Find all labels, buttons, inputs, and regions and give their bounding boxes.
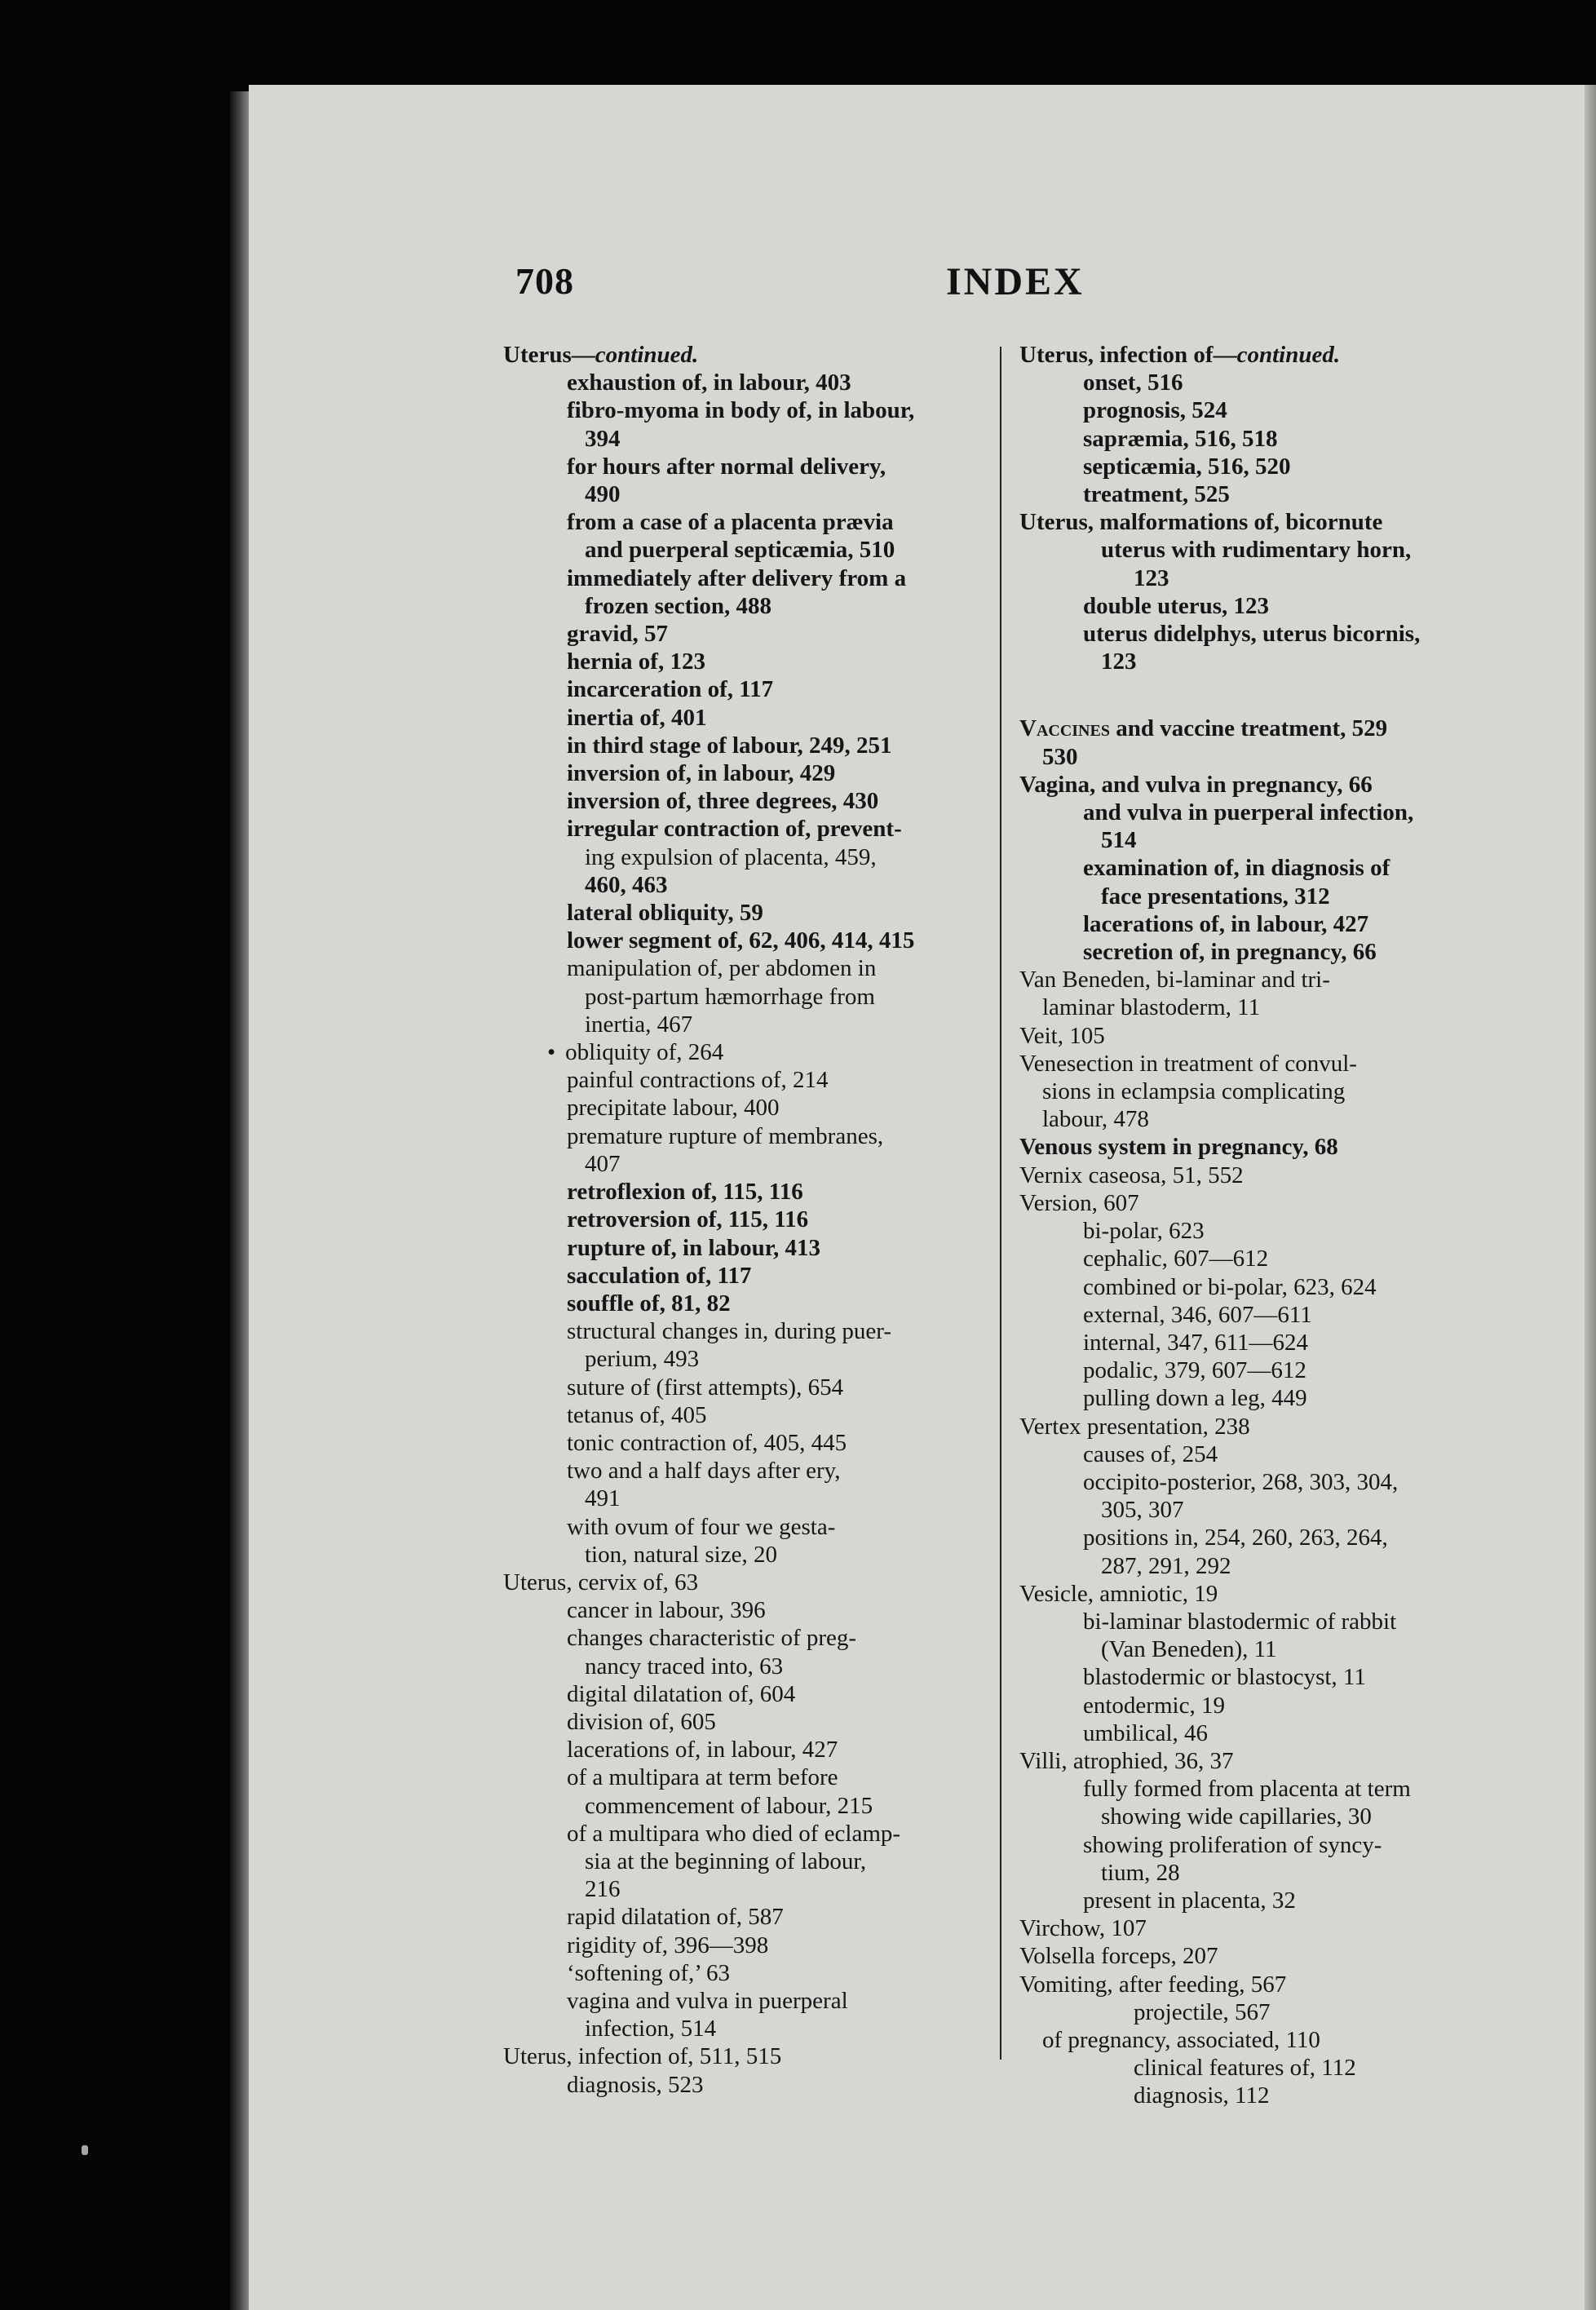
- entry-text: perium, 493: [585, 1346, 700, 1373]
- entry-text: sia at the beginning of labour,: [585, 1848, 867, 1874]
- margin-bullet: •: [547, 1039, 556, 1066]
- entry-text: clinical features of, 112: [1134, 2055, 1356, 2082]
- index-subentry: [503, 1708, 960, 1736]
- entry-text: ‘softening of,’ 63: [567, 1959, 730, 1986]
- index-subentry: [1019, 1273, 1492, 1301]
- index-subentry: [503, 425, 960, 453]
- entry-text: from a case of a placenta prævia: [567, 509, 894, 536]
- index-subentry: [1019, 369, 1492, 396]
- entry-text: cancer in labour, 396: [567, 1597, 766, 1624]
- index-entry: [1019, 771, 1492, 799]
- index-subentry: [1019, 2082, 1492, 2109]
- index-subentry: [1019, 1635, 1492, 1663]
- index-subentry: [1019, 1552, 1492, 1580]
- index-entry: [503, 341, 960, 369]
- index-subentry: [503, 2071, 960, 2099]
- entry-text: immediately after delivery from a: [567, 564, 907, 591]
- index-subentry: [503, 1513, 960, 1541]
- entry-text: internal, 347, 611—624: [1083, 1329, 1308, 1356]
- column-divider: [1000, 347, 1001, 2060]
- index-subentry: [503, 871, 960, 899]
- entry-text: lateral obliquity, 59: [567, 900, 763, 927]
- entry-text: retroversion of, 115, 116: [567, 1206, 809, 1233]
- index-subentry: [1019, 910, 1492, 938]
- index-subentry: [503, 1903, 960, 1931]
- entry-text: precipitate labour, 400: [567, 1095, 780, 1122]
- entry-text: of a multipara at term before: [567, 1764, 838, 1791]
- index-subentry: [1019, 1356, 1492, 1384]
- index-subentry: [503, 1374, 960, 1401]
- index-entry: [1019, 1050, 1492, 1078]
- entry-text: two and a half days after ery,: [567, 1458, 841, 1485]
- index-subentry: [1019, 648, 1492, 675]
- index-subentry: [503, 1429, 960, 1457]
- index-subentry: [503, 1485, 960, 1512]
- index-subentry: [503, 1345, 960, 1373]
- entry-text: with ovum of four we gesta-: [567, 1513, 836, 1540]
- entry-text: Virchow, 107: [1019, 1915, 1147, 1942]
- index-subentry: [1019, 1496, 1492, 1524]
- index-subentry: [1019, 1608, 1492, 1635]
- entry-text: pulling down a leg, 449: [1083, 1385, 1307, 1412]
- entry-text: present in placenta, 32: [1083, 1887, 1296, 1914]
- entry-text: Volsella forceps, 207: [1019, 1943, 1218, 1970]
- index-subentry: [503, 453, 960, 480]
- entry-text: frozen section, 488: [585, 592, 771, 619]
- entry-text: premature rupture of membranes,: [567, 1122, 884, 1149]
- index-entry: [1019, 1189, 1492, 1217]
- index-subentry: [1019, 854, 1492, 882]
- entry-text: Van Beneden, bi-laminar and tri-: [1019, 967, 1330, 993]
- entry-text: gravid, 57: [567, 621, 669, 648]
- entry-text: Uterus, infection of—: [1019, 342, 1237, 368]
- entry-text: Vagina, and vulva in pregnancy, 66: [1019, 771, 1373, 798]
- entry-text: changes characteristic of preg-: [567, 1625, 857, 1652]
- entry-text: tion, natural size, 20: [585, 1541, 777, 1568]
- index-subentry: [503, 675, 960, 703]
- entry-text: hernia of, 123: [567, 648, 705, 675]
- index-subentry: [503, 564, 960, 592]
- entry-text: double uterus, 123: [1083, 592, 1270, 619]
- entry-text: bi-polar, 623: [1083, 1218, 1205, 1245]
- entry-text: blastodermic or blastocyst, 11: [1083, 1664, 1366, 1691]
- entry-text: ing expulsion of placenta, 459,: [585, 843, 877, 870]
- index-subentry: [1019, 1217, 1492, 1245]
- entry-text: division of, 605: [567, 1708, 716, 1735]
- index-entry: [1019, 1162, 1492, 1189]
- entry-text: for hours after normal delivery,: [567, 453, 886, 480]
- index-subentry: [503, 1066, 960, 1094]
- page-title: INDEX: [946, 260, 1085, 303]
- entry-text: secretion of, in pregnancy, 66: [1083, 939, 1377, 966]
- entry-text: bi-laminar blastodermic of rabbit: [1083, 1608, 1397, 1635]
- index-subentry: [503, 1178, 960, 1206]
- entry-text: fully formed from placenta at term: [1083, 1776, 1411, 1803]
- index-subentry: [1019, 1468, 1492, 1496]
- page-edge-shadow: [1585, 85, 1596, 2310]
- index-subentry: [1019, 1831, 1492, 1859]
- entry-text: examination of, in diagnosis of: [1083, 855, 1390, 882]
- index-entry: [1019, 1747, 1492, 1775]
- scan-speck: [82, 2145, 88, 2155]
- entry-text: painful contractions of, 214: [567, 1067, 829, 1094]
- entry-text: suture of (first attempts), 654: [567, 1374, 844, 1401]
- entry-text: septicæmia, 516, 520: [1083, 453, 1291, 480]
- index-subentry: [503, 1122, 960, 1150]
- entry-text: 123: [1134, 564, 1169, 591]
- entry-text: podalic, 379, 607—612: [1083, 1357, 1306, 1384]
- entry-text: treatment, 525: [1083, 481, 1230, 508]
- index-subentry: [503, 843, 960, 871]
- entry-text: nancy traced into, 63: [585, 1653, 784, 1679]
- entry-text: obliquity of, 264: [565, 1039, 724, 1066]
- entry-text: 407: [585, 1150, 621, 1177]
- index-subentry: [1019, 1524, 1492, 1551]
- entry-text: sapræmia, 516, 518: [1083, 425, 1278, 452]
- entry-text: tonic contraction of, 405, 445: [567, 1429, 847, 1456]
- entry-text: 305, 307: [1101, 1497, 1184, 1524]
- entry-text: Venesection in treatment of convul-: [1019, 1050, 1357, 1077]
- index-subentry: [1019, 1692, 1492, 1719]
- entry-text: onset, 516: [1083, 370, 1183, 396]
- entry-text: umbilical, 46: [1083, 1719, 1209, 1746]
- index-subentry: [503, 704, 960, 732]
- entry-text: cephalic, 607—612: [1083, 1246, 1269, 1272]
- entry-text: Uterus, cervix of, 63: [503, 1569, 699, 1595]
- index-subentry: [1019, 1719, 1492, 1747]
- index-subentry: [1019, 536, 1492, 564]
- entry-text: showing proliferation of syncy-: [1083, 1831, 1382, 1858]
- index-entry: [1019, 715, 1492, 742]
- entry-text: (Van Beneden), 11: [1101, 1636, 1277, 1663]
- index-subentry: [1019, 453, 1492, 480]
- entry-text: 216: [585, 1876, 621, 1903]
- index-subentry: [503, 983, 960, 1011]
- index-subentry: [503, 369, 960, 396]
- index-column-left: [503, 341, 960, 2099]
- entry-text: lacerations of, in labour, 427: [567, 1737, 838, 1763]
- entry-text: and puerperal septicæmia, 510: [585, 537, 895, 564]
- entry-text: 460, 463: [585, 871, 668, 898]
- index-subentry: [503, 1653, 960, 1680]
- entry-text: Uterus, malformations of, bicornute: [1019, 509, 1383, 536]
- index-subentry: [1019, 799, 1492, 826]
- entry-text: 490: [585, 481, 621, 508]
- index-subentry: [503, 954, 960, 982]
- index-subentry: [503, 787, 960, 815]
- entry-text: Uterus—: [503, 342, 595, 368]
- entry-text: diagnosis, 523: [567, 2071, 704, 2098]
- entry-text: Version, 607: [1019, 1189, 1139, 1216]
- entry-text: causes of, 254: [1083, 1440, 1218, 1467]
- index-subentry: [503, 1317, 960, 1345]
- index-subentry: [503, 899, 960, 927]
- index-entry: [1019, 508, 1492, 536]
- index-subentry: [1019, 396, 1492, 424]
- index-subentry: [1019, 2026, 1492, 2054]
- entry-text: laminar blastoderm, 11: [1042, 994, 1261, 1021]
- index-entry: [1019, 1133, 1492, 1161]
- index-subentry: [1019, 1078, 1492, 1105]
- index-subentry: [1019, 1803, 1492, 1830]
- index-subentry: [503, 536, 960, 564]
- index-entry: [1019, 1022, 1492, 1050]
- entry-text: and vulva in puerperal infection,: [1083, 799, 1414, 826]
- entry-text: 514: [1101, 827, 1137, 854]
- entry-text: diagnosis, 112: [1134, 2082, 1270, 2109]
- index-subentry: [503, 1987, 960, 2015]
- index-subentry: [503, 1011, 960, 1038]
- page-number: 708: [515, 260, 574, 302]
- index-column-right: [1019, 341, 1492, 2110]
- index-subentry: [503, 1680, 960, 1708]
- entry-text: uterus with rudimentary horn,: [1101, 537, 1412, 564]
- index-subentry: [503, 732, 960, 759]
- index-subentry: [503, 592, 960, 620]
- index-subentry: [503, 759, 960, 787]
- entry-text: structural changes in, during puer-: [567, 1318, 892, 1345]
- index-subentry: [1019, 1859, 1492, 1887]
- index-entry: [503, 1569, 960, 1596]
- entry-text: sacculation of, 117: [567, 1262, 752, 1289]
- index-subentry: [503, 1234, 960, 1262]
- entry-text: combined or bi-polar, 623, 624: [1083, 1273, 1377, 1300]
- entry-text: Villi, atrophied, 36, 37: [1019, 1747, 1234, 1774]
- index-subentry: [503, 1038, 960, 1066]
- index-subentry: [1019, 620, 1492, 648]
- entry-text: Vesicle, amniotic, 19: [1019, 1580, 1218, 1607]
- entry-text: labour, 478: [1042, 1106, 1149, 1133]
- entry-text: lower segment of, 62, 406, 414, 415: [567, 927, 915, 954]
- entry-text: incarceration of, 117: [567, 676, 774, 703]
- index-subentry: [1019, 564, 1492, 592]
- index-subentry: [503, 396, 960, 424]
- entry-text: Venous system in pregnancy, 68: [1019, 1134, 1338, 1161]
- entry-text: retroflexion of, 115, 116: [567, 1179, 803, 1206]
- section-gap: [1019, 675, 1492, 715]
- index-subentry: [503, 1763, 960, 1791]
- entry-text: Veit, 105: [1019, 1022, 1105, 1049]
- index-entry: [1019, 1580, 1492, 1608]
- index-subentry: [503, 1262, 960, 1290]
- index-subentry: [1019, 1887, 1492, 1914]
- index-subentry: [503, 1596, 960, 1624]
- entry-text: Vertex presentation, 238: [1019, 1413, 1250, 1440]
- index-subentry: [1019, 1329, 1492, 1356]
- index-subentry: [503, 815, 960, 843]
- entry-text: inversion of, three degrees, 430: [567, 788, 879, 815]
- entry-text: lacerations of, in labour, 427: [1083, 910, 1369, 937]
- index-subentry: [503, 1401, 960, 1429]
- index-subentry: [1019, 1775, 1492, 1803]
- index-subentry: [503, 1206, 960, 1233]
- entry-text: Vernix caseosa, 51, 552: [1019, 1162, 1244, 1188]
- entry-text: projectile, 567: [1134, 1998, 1271, 2025]
- index-subentry: [1019, 1384, 1492, 1412]
- entry-text: occipito-posterior, 268, 303, 304,: [1083, 1468, 1399, 1495]
- index-subentry: [1019, 425, 1492, 453]
- entry-text: 530: [1042, 743, 1078, 770]
- entry-text: Uterus, infection of, 511, 515: [503, 2043, 782, 2070]
- index-subentry: [503, 1820, 960, 1848]
- index-subentry: [1019, 1301, 1492, 1329]
- entry-text: 491: [585, 1485, 621, 1512]
- index-subentry: [1019, 1245, 1492, 1272]
- entry-text: in third stage of labour, 249, 251: [567, 732, 892, 759]
- entry-text: of pregnancy, associated, 110: [1042, 2026, 1320, 2053]
- index-subentry: [1019, 1663, 1492, 1691]
- index-subentry: [503, 927, 960, 954]
- entry-text: 287, 291, 292: [1101, 1552, 1231, 1579]
- index-subentry: [503, 508, 960, 536]
- entry-text: face presentations, 312: [1101, 883, 1330, 909]
- index-entry: [1019, 1942, 1492, 1970]
- index-subentry: [1019, 480, 1492, 508]
- index-subentry: [503, 1094, 960, 1122]
- entry-text: sions in eclampsia complicating: [1042, 1078, 1346, 1105]
- index-subentry: [503, 1624, 960, 1652]
- index-subentry: [503, 1541, 960, 1569]
- index-subentry: [503, 1875, 960, 1903]
- index-entry: [1019, 1914, 1492, 1942]
- entry-text: tium, 28: [1101, 1859, 1180, 1886]
- entry-text: fibro-myoma in body of, in labour,: [567, 397, 915, 424]
- entry-text: manipulation of, per abdomen in: [567, 955, 877, 982]
- entry-text: rigidity of, 396—398: [567, 1932, 769, 1958]
- index-subentry: [1019, 1440, 1492, 1468]
- index-subentry: [503, 1848, 960, 1875]
- index-subentry: [1019, 1998, 1492, 2026]
- index-subentry: [503, 1959, 960, 1987]
- index-entry: [1019, 1413, 1492, 1440]
- entry-text: post-partum hæmorrhage from: [585, 983, 875, 1010]
- index-subentry: [503, 648, 960, 675]
- index-subentry: [503, 1150, 960, 1178]
- entry-text: prognosis, 524: [1083, 397, 1227, 424]
- continued-label: continued.: [595, 342, 699, 368]
- continued-label: continued.: [1236, 342, 1341, 368]
- entry-text: vagina and vulva in puerperal: [567, 1987, 848, 2014]
- index-subentry: [1019, 826, 1492, 854]
- entry-text: commencement of labour, 215: [585, 1792, 873, 1819]
- index-subentry: [503, 1457, 960, 1485]
- entry-text: 123: [1101, 648, 1137, 675]
- index-subentry: [1019, 938, 1492, 966]
- entry-text: entodermic, 19: [1083, 1692, 1225, 1719]
- index-subentry: [1019, 592, 1492, 620]
- entry-text-rest: and vaccine treatment, 529: [1109, 715, 1388, 742]
- entry-text: irregular contraction of, prevent-: [567, 816, 902, 843]
- entry-text: rapid dilatation of, 587: [567, 1904, 784, 1931]
- index-subentry: [503, 1792, 960, 1820]
- index-subentry: [1019, 1105, 1492, 1133]
- entry-text: of a multipara who died of eclamp-: [567, 1820, 901, 1847]
- entry-text: infection, 514: [585, 2016, 717, 2042]
- index-entry: [1019, 1971, 1492, 1998]
- entry-text: souffle of, 81, 82: [567, 1290, 731, 1317]
- entry-text: digital dilatation of, 604: [567, 1680, 796, 1707]
- entry-text: tetanus of, 405: [567, 1401, 707, 1428]
- index-subentry: [503, 2015, 960, 2042]
- index-subentry: [503, 620, 960, 648]
- entry-text: uterus didelphys, uterus bicornis,: [1083, 621, 1421, 648]
- entry-text: exhaustion of, in labour, 403: [567, 370, 851, 396]
- index-subentry: [503, 1736, 960, 1763]
- index-subentry: [1019, 993, 1492, 1021]
- index-subentry: [1019, 883, 1492, 910]
- entry-text: rupture of, in labour, 413: [567, 1234, 820, 1261]
- index-subentry: [503, 1932, 960, 1959]
- entry-text: inertia of, 401: [567, 704, 707, 731]
- entry-text: Vomiting, after feeding, 567: [1019, 1971, 1287, 1998]
- entry-text: inertia, 467: [585, 1011, 693, 1038]
- index-subentry: [1019, 743, 1492, 771]
- entry-text: Vaccines: [1019, 715, 1110, 742]
- entry-text: positions in, 254, 260, 263, 264,: [1083, 1525, 1388, 1551]
- index-subentry: [1019, 2054, 1492, 2082]
- entry-text: inversion of, in labour, 429: [567, 760, 836, 787]
- index-entry: [1019, 341, 1492, 369]
- index-subentry: [503, 480, 960, 508]
- entry-text: 394: [585, 425, 621, 452]
- index-entry: [503, 2042, 960, 2070]
- index-entry: [1019, 966, 1492, 993]
- index-subentry: [503, 1290, 960, 1317]
- entry-text: external, 346, 607—611: [1083, 1301, 1312, 1328]
- entry-text: showing wide capillaries, 30: [1101, 1803, 1372, 1830]
